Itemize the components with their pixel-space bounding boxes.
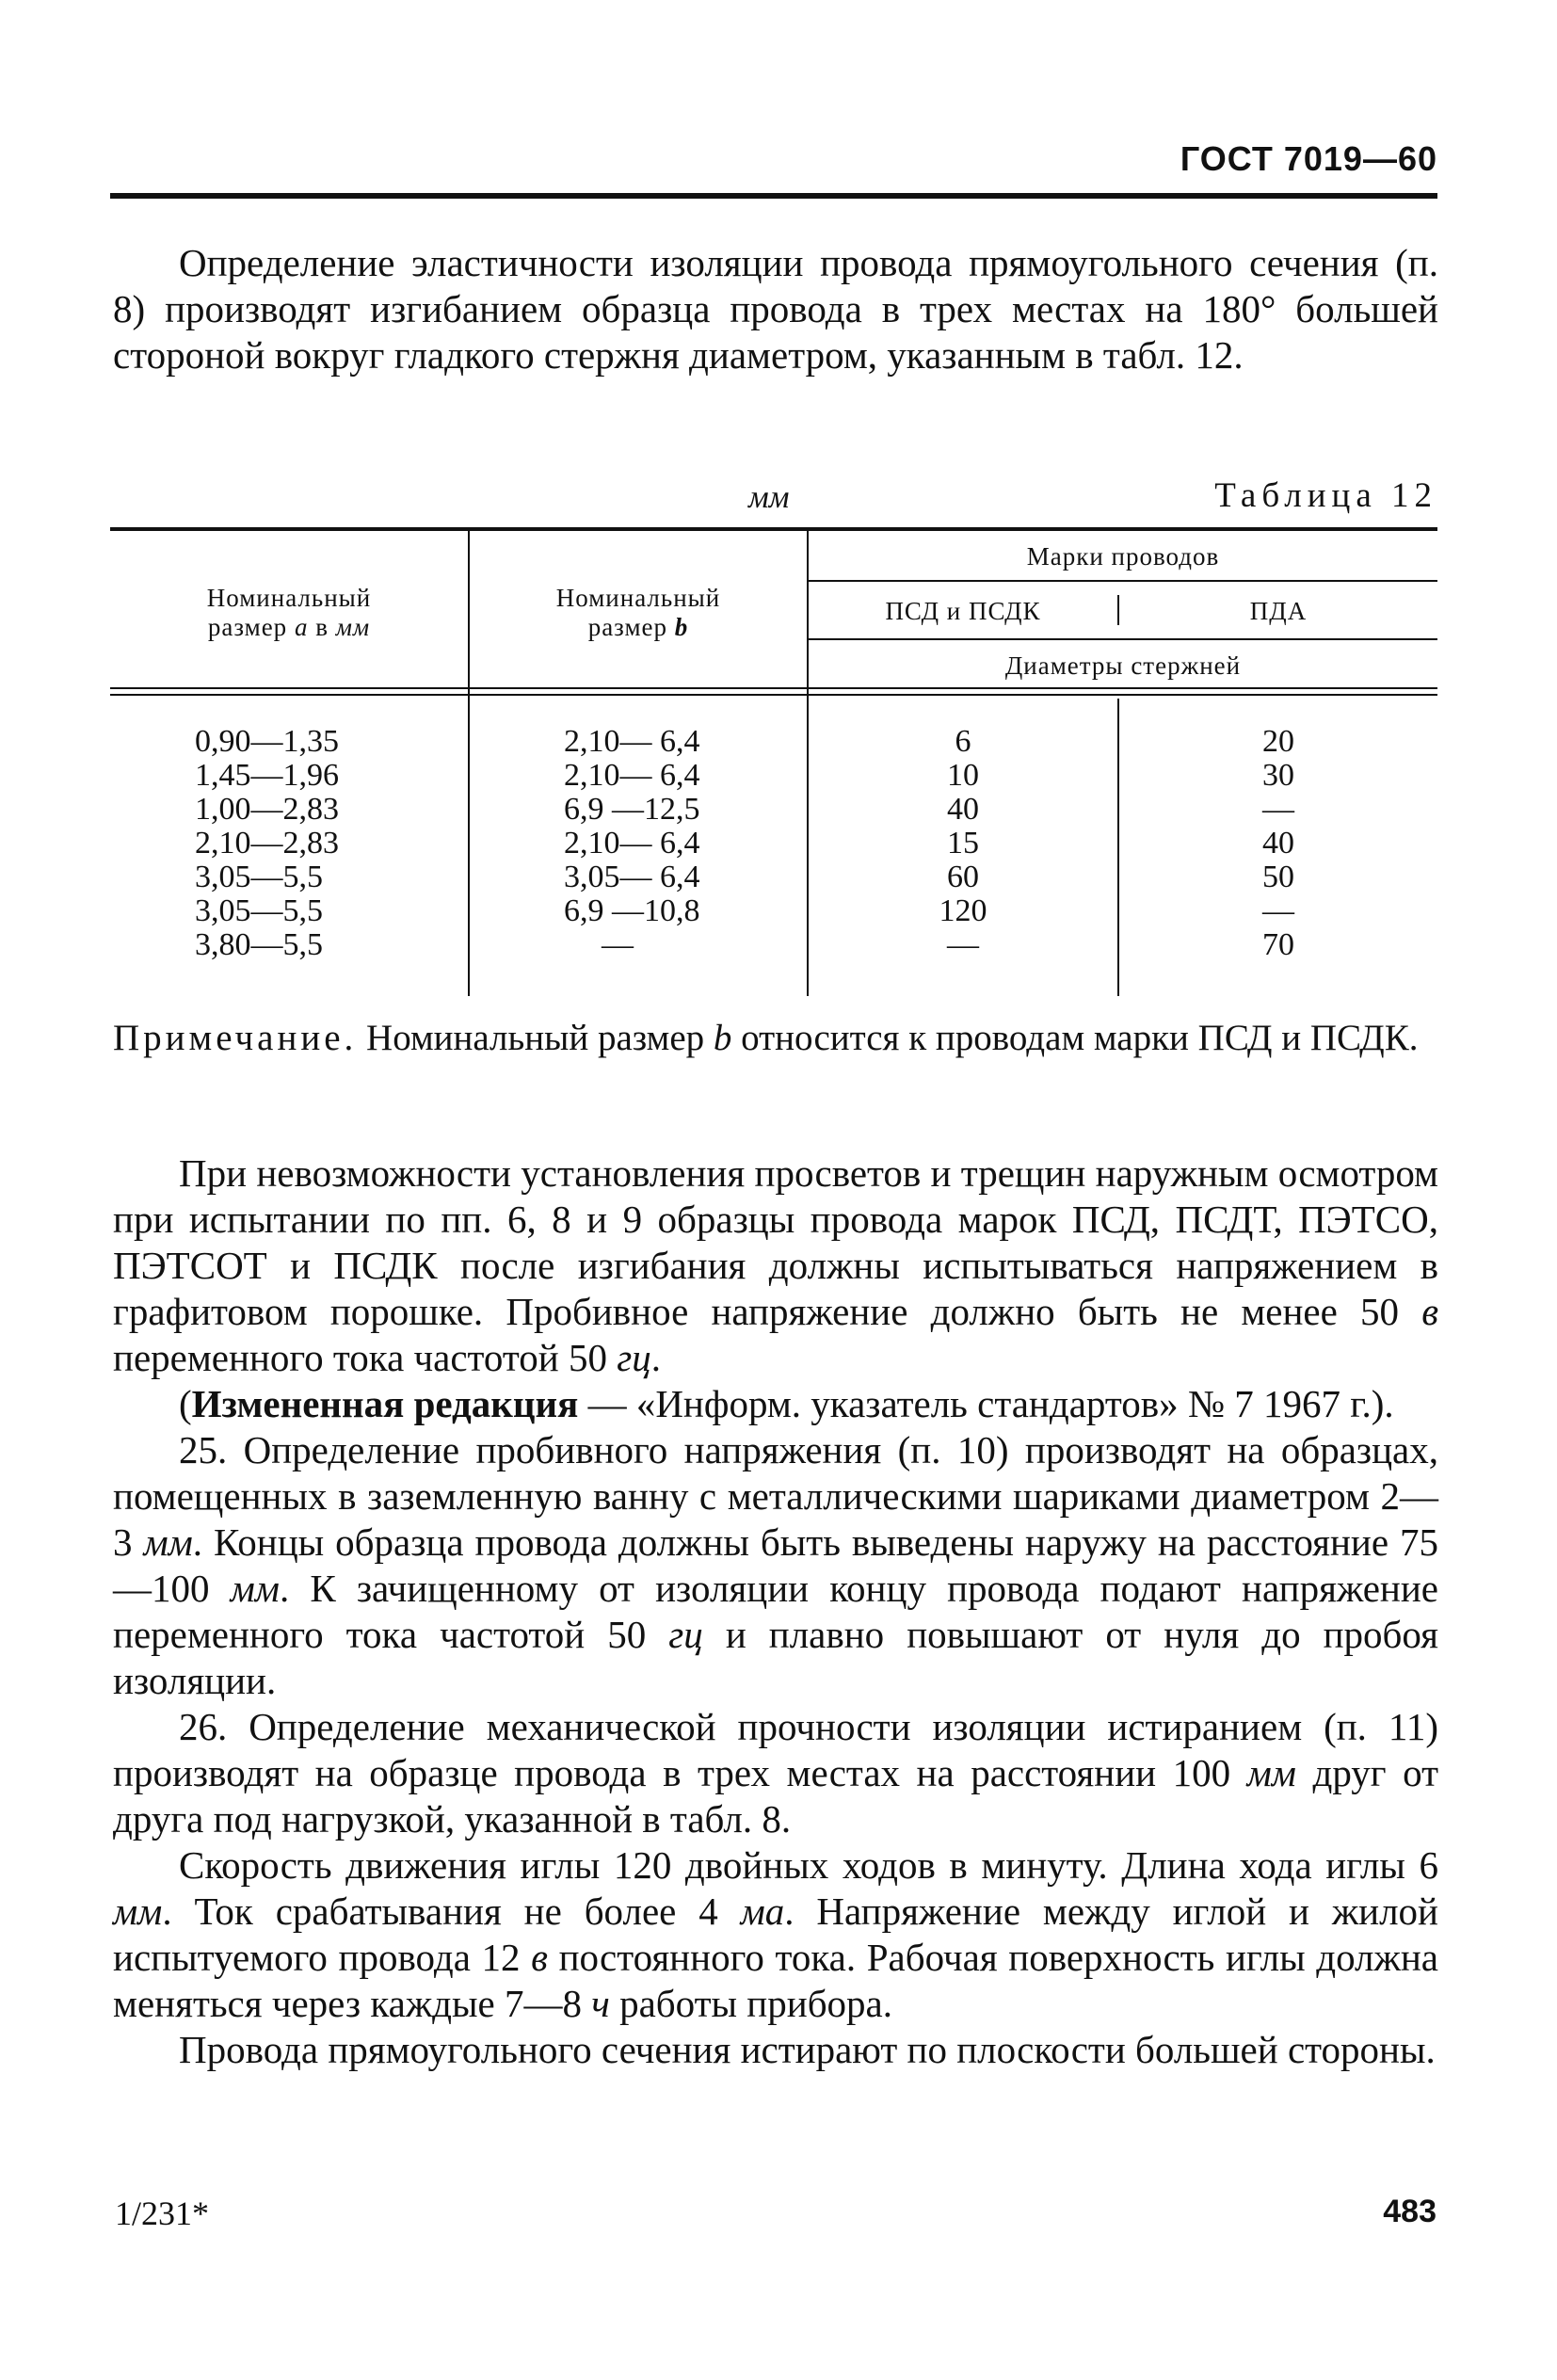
table-12 (110, 527, 1437, 996)
table-units: мм (748, 480, 790, 515)
para3-u3: гц (668, 1613, 703, 1656)
para3-t2: . Концы образца провода должны быть выведены наружу на расстояние 75—100 (113, 1520, 1439, 1610)
para3-u1: мм (143, 1520, 193, 1564)
table-cell-b: 6,9 —12,5 (564, 792, 700, 827)
table-cell-psd: 60 (947, 860, 979, 894)
col-pda (1119, 725, 1437, 962)
header-var-a: а (294, 613, 309, 641)
table-cell-pda: 70 (1262, 927, 1294, 962)
para4-t1: 26. Определение механической прочности изоляции истиранием (п. 11) производят на образце провода в трех местах на расстоянии 100 (113, 1705, 1438, 1794)
unit-volt: в (1421, 1290, 1438, 1333)
table-cell-psd: 120 (939, 893, 987, 928)
header-wire-brands: Марки проводов (1026, 542, 1220, 571)
paragraph-26-abrasion (113, 1704, 1438, 1842)
table-cell-a: 1,00—2,83 (195, 792, 339, 827)
header-nominal-b-line1: Номинальный (555, 584, 721, 612)
para5-t5: работы прибора. (609, 1982, 893, 2025)
note-label: Примечание. (113, 1018, 358, 1058)
para5-t2: . Ток срабатывания не более 4 (162, 1890, 741, 1933)
paragraph-25-breakdown-voltage (113, 1427, 1438, 1704)
para5-u3: в (531, 1936, 548, 1979)
col-psd-psdk (809, 725, 1117, 962)
para5-t3: . Напряжение между иглой и жилой испытуемого провода 12 (113, 1890, 1438, 1979)
table-cell-psd: 15 (947, 826, 979, 860)
table-cell-psd: 10 (947, 758, 979, 793)
header-unit-mm: мм (335, 613, 371, 641)
paragraph-needle-speed (113, 1842, 1438, 2027)
table-cell-pda: 50 (1262, 860, 1294, 894)
header-psd-psdk: ПСД и ПСДК (885, 597, 1041, 625)
para3-t3: . К зачищенному от изоляции концу провода подают напряжение переменного тока частотой 50 (113, 1567, 1439, 1656)
table-cell-pda: 40 (1262, 826, 1294, 860)
table-cell-b: 6,9 —10,8 (564, 893, 700, 928)
table-cell-a: 0,90—1,35 (195, 724, 339, 759)
table-cell-b: 2,10— 6,4 (564, 826, 700, 860)
table-top-rule (110, 527, 1437, 531)
table-note (113, 1017, 1438, 1059)
header-nominal-a (110, 584, 468, 642)
para2-text: — «Информ. указатель стандартов» № 7 1967 г.). (578, 1382, 1394, 1425)
table-cell-pda: — (1262, 792, 1294, 827)
table-cell-pda: 20 (1262, 724, 1294, 759)
para1-text-pre: При невозможности установления просветов и трещин наружным осмотром при испытании по пп. 6, 8 и 9 образцы провода марок ПСД, ПСДТ, ПЭТСО, ПЭТСОТ и ПСДК после изгибания должны испытываться напряжением в графитовом порошке. Пробивное напряжение должно быть не менее 50 (113, 1151, 1438, 1333)
para5-u1: мм (113, 1890, 163, 1933)
table-cell-b: — (602, 927, 634, 962)
para5-t1: Скорость движения иглы 120 двойных ходов в минуту. Длина хода иглы 6 (179, 1843, 1438, 1887)
table-cell-b: 3,05— 6,4 (564, 860, 700, 894)
table-header-bottom-rule-2 (110, 694, 1437, 696)
para2-open: ( (179, 1382, 192, 1425)
page-number: 483 (1383, 2194, 1437, 2229)
table-cell-psd: — (947, 927, 979, 962)
para5-t4: постоянного тока. Рабочая поверхность иглы должна меняться через каждые 7—8 (113, 1936, 1438, 2025)
table-cell-psd: 6 (955, 724, 971, 759)
table-cell-psd: 40 (947, 792, 979, 827)
table-cell-a: 3,05—5,5 (195, 893, 323, 928)
header-rule (110, 193, 1437, 199)
para3-t1: 25. Определение пробивного напряжения (п. 10) производят на образцах, помещенных в заземленную ванну с металлическими шариками диаметром 2—3 (113, 1428, 1438, 1564)
header-nominal-a-in: в (308, 613, 336, 641)
para1-text-mid: переменного тока частотой 50 (113, 1336, 618, 1379)
paragraph-rectangular-abrasion: Провода прямоугольного сечения истирают по плоскости большей стороны. (179, 2028, 1436, 2071)
header-nominal-a-line2: размер (207, 613, 295, 641)
header-nominal-a-line1: Номинальный (206, 584, 372, 612)
table-cell-pda: 30 (1262, 758, 1294, 793)
table-header-bottom-rule (110, 687, 1437, 689)
header-nominal-b-line2: размер (587, 613, 675, 641)
table-cell-b: 2,10— 6,4 (564, 758, 700, 793)
para4-t2: друг от друга под нагрузкой, указанной в табл. 8. (113, 1751, 1438, 1841)
intro-paragraph: Определение эластичности изоляции провода прямоугольного сечения (п. 8) производят изгибанием образца провода в трех местах на 180° большей стороной вокруг гладкого стержня диаметром, указанным в табл. 12. (113, 241, 1438, 377)
unit-hertz: гц (617, 1336, 651, 1379)
paragraph-revision-note (113, 1381, 1438, 1427)
note-text-pre: Номинальный размер (357, 1018, 714, 1058)
table-cell-pda: — (1262, 893, 1294, 928)
table-cell-a: 3,05—5,5 (195, 860, 323, 894)
col-nominal-b (564, 725, 790, 962)
table-cell-a: 2,10—2,83 (195, 826, 339, 860)
para1-text-end: . (650, 1336, 661, 1379)
para3-u2: мм (230, 1567, 280, 1610)
para5-u2: ма (740, 1890, 785, 1933)
para3-t4: и плавно повышают от нуля до пробоя изоляции. (113, 1613, 1438, 1702)
header-var-b: b (674, 613, 689, 641)
col-nominal-a (195, 725, 430, 962)
header-pda: ПДА (1249, 597, 1308, 625)
para5-u4: ч (591, 1982, 610, 2025)
rule-subheader-bottom (807, 638, 1437, 640)
main-text (113, 1150, 1438, 2073)
table-caption: Таблица 12 (1214, 476, 1437, 515)
page-header-title: ГОСТ 7019—60 (1180, 139, 1437, 178)
revised-edition-label: Измененная редакция (191, 1382, 579, 1425)
table-cell-a: 3,80—5,5 (195, 927, 323, 962)
header-nominal-b (470, 584, 807, 642)
rule-group-bottom (807, 580, 1437, 582)
para4-u1: мм (1246, 1751, 1296, 1794)
footer-signature: 1/231* (115, 2195, 210, 2232)
header-rod-diameters: Диаметры стержней (1004, 651, 1242, 680)
note-text-post: относится к проводам марки ПСД и ПСДК. (731, 1018, 1419, 1058)
table-cell-b: 2,10— 6,4 (564, 724, 700, 759)
paragraph-graphite-test (113, 1150, 1438, 1381)
note-var-b: b (713, 1018, 732, 1058)
table-cell-a: 1,45—1,96 (195, 758, 339, 793)
